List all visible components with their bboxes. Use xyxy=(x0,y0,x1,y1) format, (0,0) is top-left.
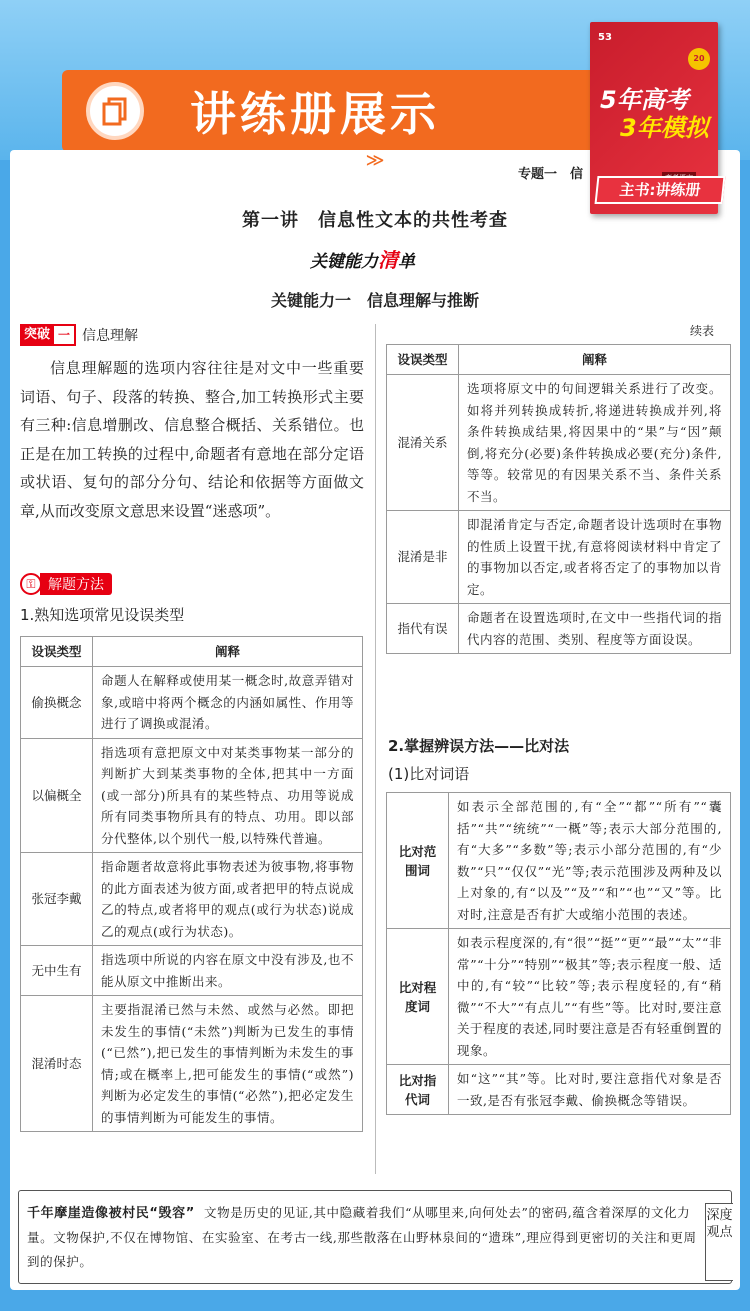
table-row xyxy=(387,793,731,929)
row-type: 张冠李戴 xyxy=(21,853,93,946)
list-title-prefix: 关键能力 xyxy=(310,252,378,272)
row-type: 无中生有 xyxy=(21,946,93,996)
row-type: 偷换概念 xyxy=(21,667,93,739)
continued-label: 续表 xyxy=(690,324,715,338)
row-explain: 选项将原文中的句间逻辑关系进行了改变。如将并列转换成转折,将递进转换成并列,将条件转换成结果,将因果中的“果”与“因”颠倒,将充分(必要)条件转换成必要(充分)条件,等等。较常见的有因果关系不当、条件关系不当。 xyxy=(459,375,731,511)
row-type: 混淆是非 xyxy=(387,511,459,604)
row-explain: 主要指混淆已然与未然、或然与必然。即把未发生的事情(“未然”)判断为已发生的事情(“已然”),把已发生的事情判断为未发生的事情;或在概率上,把可能发生的事情(“或然”)判断为必定发生的事情(“必然”),把必定发生的事情判断为可能发生的事情。 xyxy=(93,996,363,1132)
row-explain: 即混淆肯定与否定,命题者设计选项时在事物的性质上设置干扰,有意将阅读材料中肯定了的事物加以否定,或者将否定了的事物加以肯定。 xyxy=(459,511,731,604)
copy-icon xyxy=(86,82,144,140)
book-tag: 主书:讲练册 xyxy=(595,176,726,204)
row-explain: 命题人在解释或使用某一概念时,故意弄错对象,或暗中将两个概念的内涵如属性、作用等进行了调换或混淆。 xyxy=(93,667,363,739)
method-heading xyxy=(20,573,112,595)
book-badge: 20 xyxy=(688,48,710,70)
comparison-table xyxy=(386,792,731,1115)
running-header: 专题一 信 xyxy=(518,167,584,182)
table-row xyxy=(21,946,363,996)
header-type: 设误类型 xyxy=(21,637,93,667)
ability-title: 关键能力一 信息理解与推断 xyxy=(270,291,479,310)
list-title-red: 清 xyxy=(378,248,398,272)
book-brand: 53 xyxy=(598,32,612,43)
footer-text xyxy=(27,1201,697,1274)
table-row xyxy=(21,853,363,946)
breakthrough-title: 信息理解 xyxy=(82,328,139,344)
table-row xyxy=(21,667,363,739)
breakthrough-tag: 突破 xyxy=(20,324,54,346)
table-row xyxy=(387,1065,731,1115)
book-title-line1: 5年高考 xyxy=(600,86,689,114)
section1-title: 1.熟知选项常见设误类型 xyxy=(20,606,185,624)
row-type: 比对程度词 xyxy=(387,929,449,1065)
banner-title: 讲练册展示 xyxy=(190,87,440,141)
row-type: 混淆时态 xyxy=(21,996,93,1132)
table-row xyxy=(387,511,731,604)
row-explain: 如“这”“其”等。比对时,要注意指代对象是否一致,是否有张冠李戴、偷换概念等错误。 xyxy=(449,1065,731,1115)
side-label: 深度观点 xyxy=(705,1203,733,1281)
error-type-table xyxy=(20,636,363,1132)
header-explain: 阐释 xyxy=(93,637,363,667)
row-explain: 命题者在设置选项时,在文中一些指代词的指代内容的范围、类别、程度等方面设误。 xyxy=(459,604,731,654)
list-title-suffix: 单 xyxy=(398,252,415,272)
table-row xyxy=(387,375,731,511)
table-row xyxy=(21,996,363,1132)
row-type: 以偏概全 xyxy=(21,738,93,853)
chevron-down-icon: ≫ xyxy=(365,150,385,171)
table-row xyxy=(387,929,731,1065)
table-header-row xyxy=(387,345,731,375)
method-label: 解题方法 xyxy=(40,573,112,595)
key-icon: ⚿ xyxy=(20,573,42,595)
book-title-line2: 3年模拟 xyxy=(620,114,709,142)
row-type: 比对范围词 xyxy=(387,793,449,929)
row-type: 指代有误 xyxy=(387,604,459,654)
header-type: 设误类型 xyxy=(387,345,459,375)
section2-subtitle: (1)比对词语 xyxy=(388,765,470,783)
error-type-table-continued xyxy=(386,344,731,654)
breakthrough-heading xyxy=(20,324,138,346)
header-explain: 阐释 xyxy=(459,345,731,375)
lecture-title: 第一讲 信息性文本的共性考查 xyxy=(242,210,508,231)
row-explain: 指命题者故意将此事物表述为彼事物,将事物的此方面表述为彼方面,或者把甲的特点说成乙的特点,或者将甲的观点(或行为状态)说成乙的观点(或行为状态)。 xyxy=(93,853,363,946)
row-type: 比对指代词 xyxy=(387,1065,449,1115)
key-ability-list-title xyxy=(310,244,415,273)
row-explain: 指选项中所说的内容在原文中没有涉及,也不能从原文中推断出来。 xyxy=(93,946,363,996)
breakthrough-num: 一 xyxy=(52,324,76,346)
deep-view-box xyxy=(18,1190,732,1284)
row-type: 混淆关系 xyxy=(387,375,459,511)
intro-paragraph: 信息理解题的选项内容往往是对文中一些重要词语、句子、段落的转换、整合,加工转换形式主要有三种:信息增删改、信息整合概括、关系错位。也正是在加工转换的过程中,命题者有意地在部分定语或状语、复句的部分分句、结论和依据等方面做文章,从而改变原文意思来设置“迷惑项”。 xyxy=(20,359,364,520)
table-row xyxy=(387,604,731,654)
section2-title: 2.掌握辨误方法——比对法 xyxy=(388,737,570,755)
table-header-row xyxy=(21,637,363,667)
row-explain: 指选项有意把原文中对某类事物某一部分的判断扩大到某类事物的全体,把其中一方面(或一部分)所具有的某些特点、功用等说成所有同类事物所具有的特点、功用。即以部分代整体,以个别代一般,以特殊代普遍。 xyxy=(93,738,363,853)
table-row xyxy=(21,738,363,853)
footer-body: 文物是历史的见证,其中隐藏着我们“从哪里来,向何处去”的密码,蕴含着深厚的文化力量。文物保护,不仅在博物馆、在实验室、在考古一线,那些散落在山野林泉间的“遗珠”,理应得到更密切的关注和更周到的保护。 xyxy=(27,1205,697,1269)
row-explain: 如表示程度深的,有“很”“挺”“更”“最”“太”“非常”“十分”“特别”“极其”等;表示程度一般、适中的,有“较”“比较”等;表示程度轻的,有“稍微”“不大”“有点儿”“有些”等。比对时,要注意关于程度的表述,同时要注意是否有轻重倒置的现象。 xyxy=(449,929,731,1065)
row-explain: 如表示全部范围的,有“全”“都”“所有”“囊括”“共”“统统”“一概”等;表示大部分范围的,有“大多”“多数”等;表示小部分范围的,有“少数”“只”“仅仅”“光”等;表示范围涉及两种及以上对象的,有“以及”“及”“和”“也”“又”等。比对时,注意是否有扩大或缩小范围的表述。 xyxy=(449,793,731,929)
footer-headline: 千年摩崖造像被村民“毁容” xyxy=(27,1206,195,1221)
column-divider xyxy=(375,324,376,1174)
